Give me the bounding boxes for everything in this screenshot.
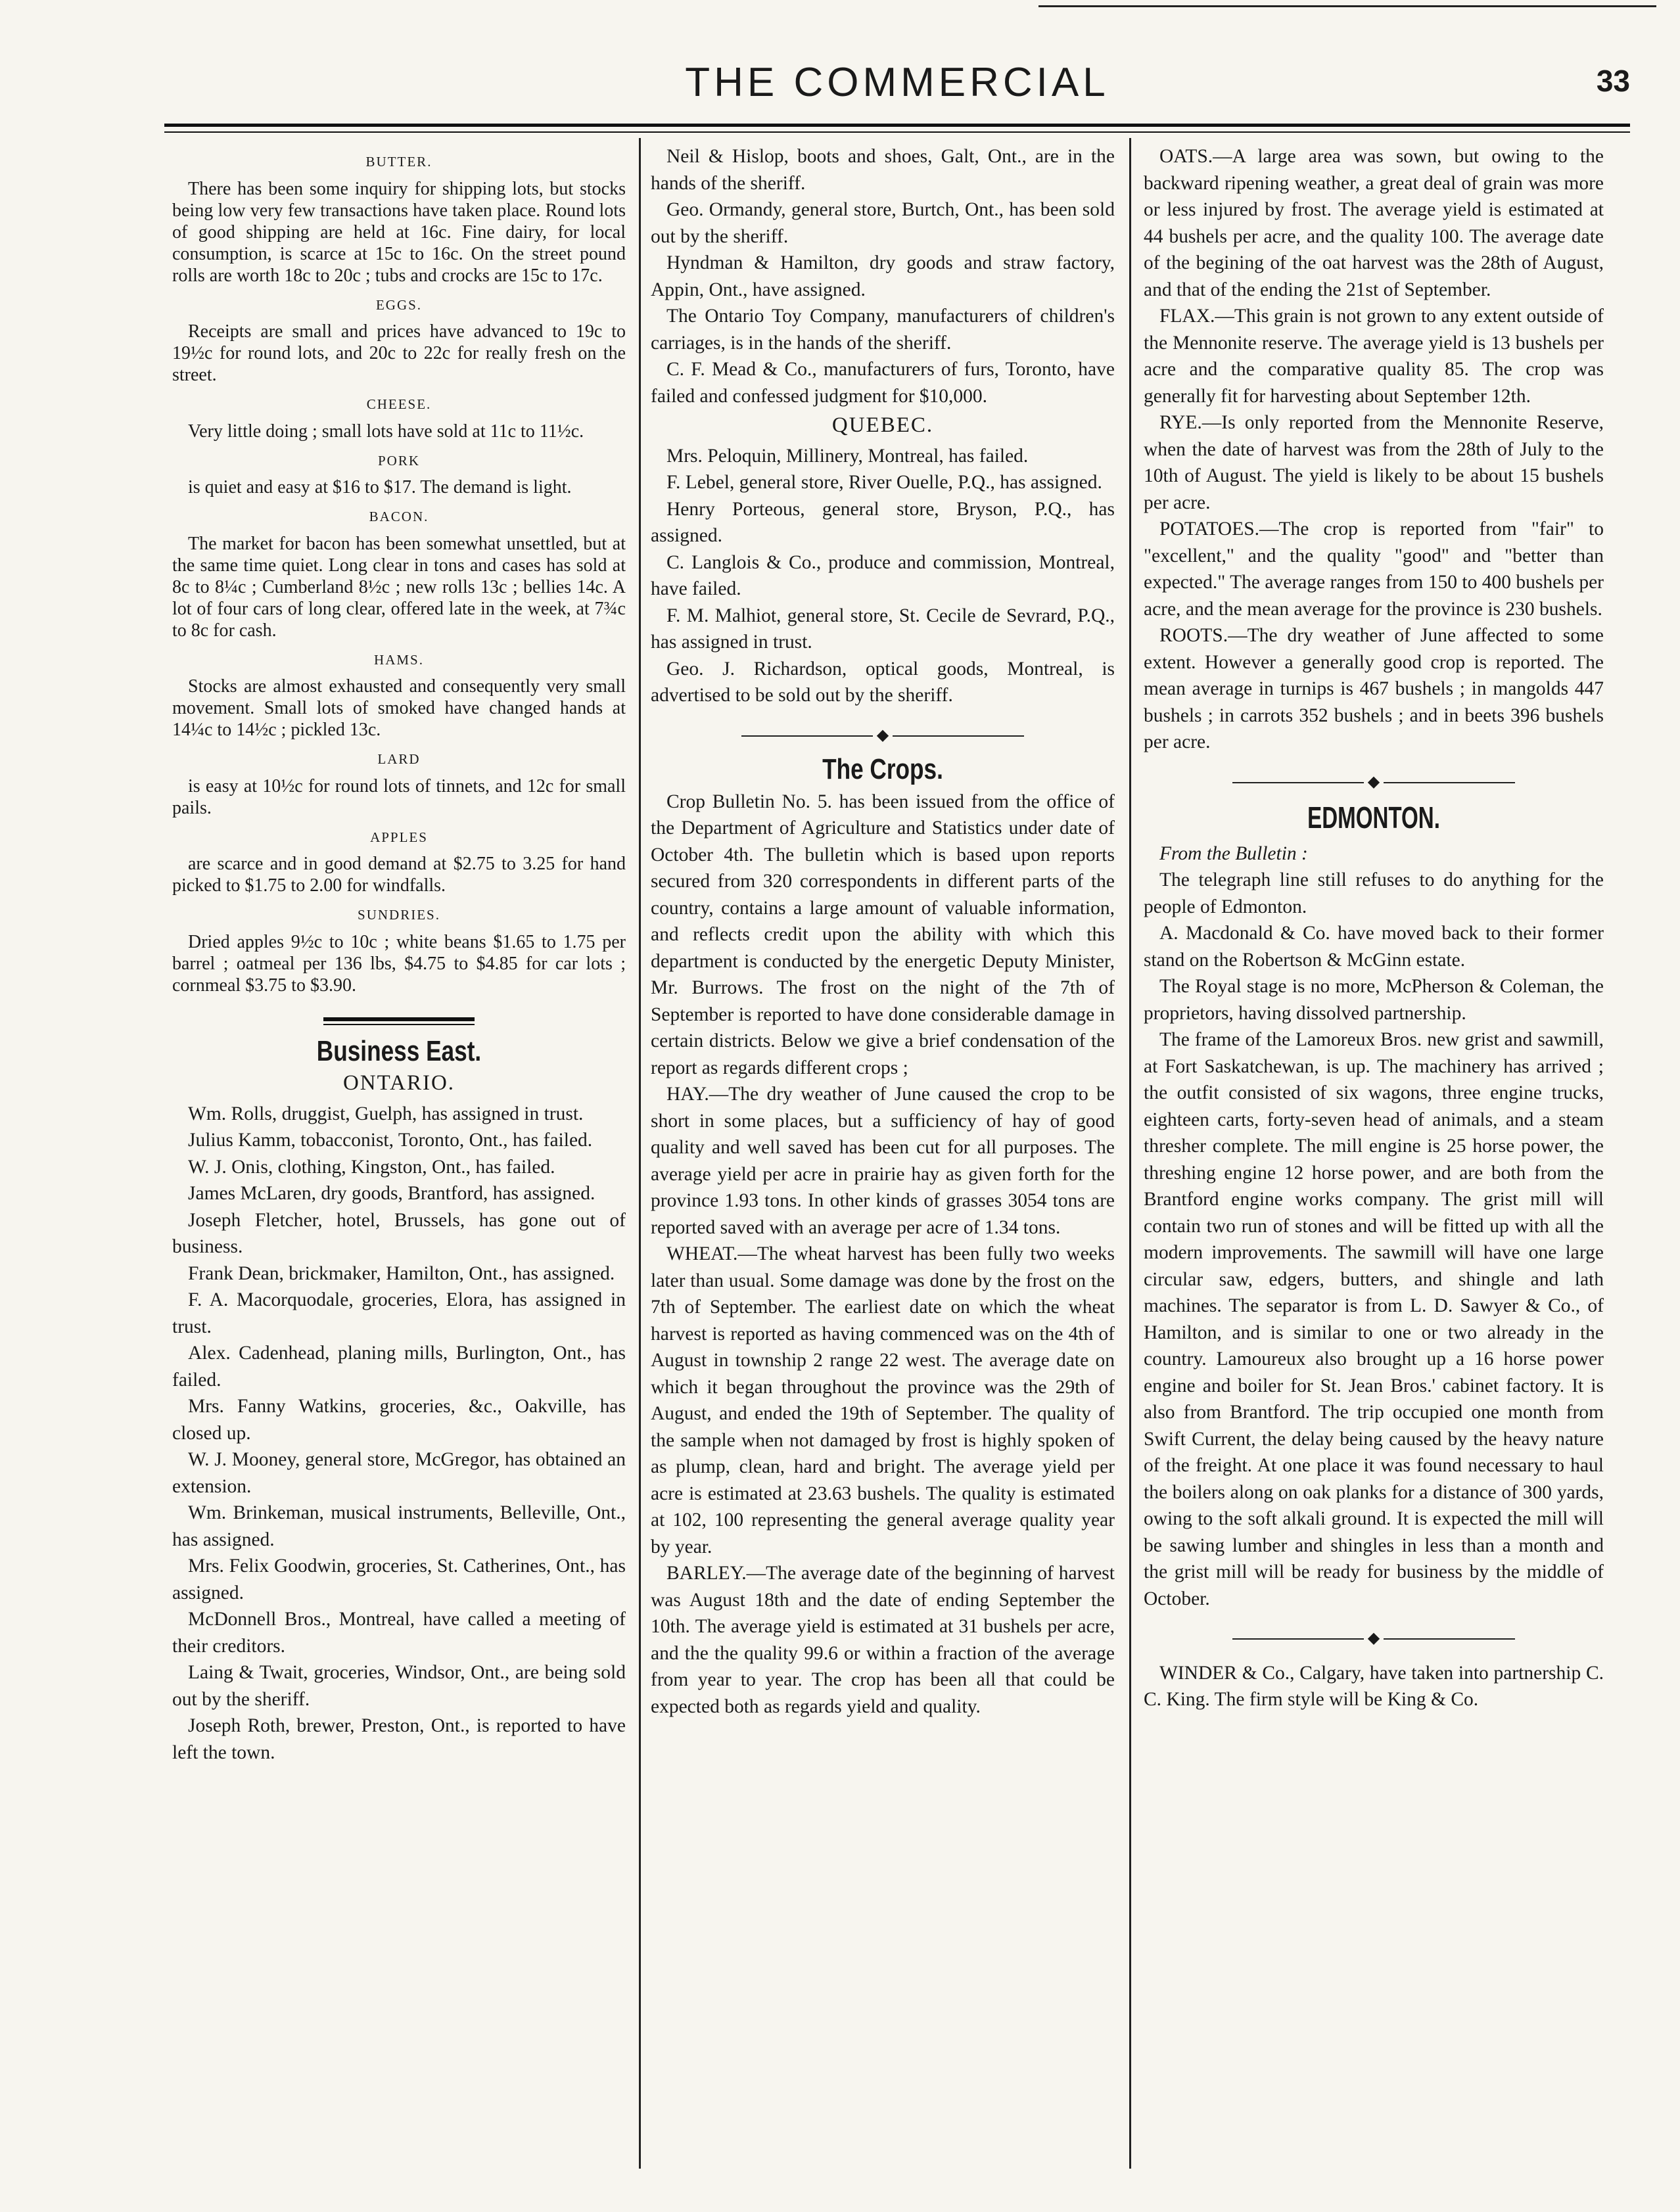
- list-item: Wm. Rolls, druggist, Guelph, has assigned in trust.: [188, 1103, 584, 1124]
- column-divider: [639, 138, 641, 2169]
- paragraph: ROOTS.—The dry weather of June affected to some extent. However a generally good crop is reported. The mean average in turnips is 467 bushels ; in mangolds 447 bushels ; in carrots 352 bushels ; and in beets 396 bushels per acre.: [1144, 625, 1604, 752]
- ornamental-divider: ◆: [1144, 769, 1604, 796]
- top-border-line: [1038, 5, 1656, 7]
- list-item: Neil & Hislop, boots and shoes, Galt, Ont., are in the hands of the sheriff.: [651, 146, 1115, 194]
- column-2: [651, 143, 1115, 1720]
- page-header: [164, 59, 1630, 125]
- region-heading: ONTARIO.: [342, 1071, 455, 1095]
- list-item: W. J. Onis, clothing, Kingston, Ont., has failed.: [188, 1156, 555, 1178]
- section-heading: BUTTER.: [365, 154, 432, 170]
- paragraph: POTATOES.—The crop is reported from "fair" to "excellent," and the quality "good" and "better than expected." The average ranges from 150 to 400 bushels per acre, and the mean average for the province is 230 bushels.: [1144, 518, 1604, 620]
- article-heading: Business East.: [316, 1034, 482, 1067]
- paragraph: Very little doing ; small lots have sold at 11c to 11½c.: [188, 421, 584, 442]
- list-item: Geo. Ormandy, general store, Burtch, Ont., has been sold out by the sheriff.: [651, 199, 1115, 247]
- section-heading: APPLES: [370, 829, 428, 845]
- list-item: McDonnell Bros., Montreal, have called a meeting of their creditors.: [172, 1609, 626, 1657]
- article-heading: EDMONTON.: [1307, 800, 1440, 835]
- double-rule-divider: [323, 1017, 475, 1025]
- section-heading: HAMS.: [374, 651, 424, 668]
- ornamental-divider: ◆: [651, 722, 1115, 749]
- list-item: Frank Dean, brickmaker, Hamilton, Ont., has assigned.: [188, 1262, 615, 1284]
- header-rule-thick: [164, 124, 1630, 127]
- paragraph: FLAX.—This grain is not grown to any extent outside of the Mennonite reserve. The average yield is 13 bushels per acre and the comparative quality 85. The crop was generally fit for harvesting about September 12th.: [1144, 306, 1604, 407]
- list-item: Hyndman & Hamilton, dry goods and straw factory, Appin, Ont., have assigned.: [651, 252, 1115, 300]
- paragraph: are scarce and in good demand at $2.75 to 3.25 for hand picked to $1.75 to 2.00 for windfalls.: [172, 854, 626, 896]
- list-item: Alex. Cadenhead, planing mills, Burlington, Ont., has failed.: [172, 1343, 626, 1391]
- paragraph: Receipts are small and prices have advanced to 19c to 19½c for round lots, and 20c to 22c for really fresh on the street.: [172, 321, 626, 385]
- list-item: Mrs. Fanny Watkins, groceries, &c., Oakville, has closed up.: [172, 1396, 626, 1444]
- list-item: Mrs. Felix Goodwin, groceries, St. Catherines, Ont., has assigned.: [172, 1555, 626, 1603]
- paragraph: Stocks are almost exhausted and consequently very small movement. Small lots of smoked have changed hands at 14¼c to 14½c ; pickled 13c.: [172, 676, 626, 740]
- paragraph: OATS.—A large area was sown, but owing to the backward ripening weather, a great deal of grain was more or less injured by frost. The average yield is estimated at 44 bushels per acre, and the quality 100. The average date of the begining of the oat harvest was the 28th of August, and that of the ending the 21st of September.: [1144, 146, 1604, 300]
- page-number: 33: [1596, 64, 1630, 98]
- list-item: C. Langlois & Co., produce and commission, Montreal, have failed.: [651, 551, 1115, 599]
- paragraph: WINDER & Co., Calgary, have taken into partnership C. C. King. The firm style will be King & Co.: [1144, 1662, 1604, 1710]
- section-heading: CHEESE.: [366, 396, 432, 412]
- list-item: Julius Kamm, tobacconist, Toronto, Ont., has failed.: [188, 1130, 593, 1151]
- list-item: Geo. J. Richardson, optical goods, Montreal, is advertised to be sold out by the sheriff.: [651, 658, 1115, 706]
- paragraph: BARLEY.—The average date of the beginning of harvest was August 18th and the date of ending September the 10th. The average yield is estimated at 31 bushels per acre, and the the quality 99.6 or within a fraction of the average from year to year. The crop has been all that could be expected both as regards yield and quality.: [651, 1563, 1115, 1717]
- paragraph: HAY.—The dry weather of June caused the crop to be short in some places, but a sufficiency of hay of good quality and well saved has been cut for all purposes. The average yield per acre in prairie hay as given forth for the province 1.93 tons. In other kinds of grasses 3054 tons are reported saved with an average per acre of 1.34 tons.: [651, 1084, 1115, 1238]
- list-item: Mrs. Peloquin, Millinery, Montreal, has failed.: [666, 445, 1029, 467]
- paragraph: The market for bacon has been somewhat unsettled, but at the same time quiet. Long clear in tons and cases has sold at 8c to 8¼c ; Cumberland 8½c ; new rolls 13c ; bellies 14c. A lot of four cars of long clear, offered late in the week, at 7¾c to 8c for cash.: [172, 533, 626, 641]
- masthead-title: THE COMMERCIAL: [685, 60, 1109, 105]
- paragraph: The telegraph line still refuses to do anything for the people of Edmonton.: [1144, 869, 1604, 917]
- region-heading: QUEBEC.: [831, 413, 934, 437]
- paragraph: is easy at 10½c for round lots of tinnets, and 12c for small pails.: [172, 775, 626, 818]
- paragraph: is quiet and easy at $16 to $17. The demand is light.: [188, 477, 572, 497]
- list-item: Henry Porteous, general store, Bryson, P.Q., has assigned.: [651, 498, 1115, 546]
- paragraph: There has been some inquiry for shipping lots, but stocks being low very few transactions have taken place. Round lots of good shipping are held at 16c. Fine dairy, for local consumption, is scarce at 15c to 16c. On the street pound rolls are worth 18c to 20c ; tubs and crocks are 15c to 17c.: [172, 178, 626, 286]
- section-heading: SUNDRIES.: [358, 907, 440, 923]
- ornamental-divider: ◆: [1144, 1625, 1604, 1652]
- section-heading: BACON.: [369, 509, 429, 524]
- column-divider: [1129, 138, 1131, 2169]
- paragraph: Dried apples 9½c to 10c ; white beans $1.65 to 1.75 per barrel ; oatmeal per 136 lbs, $4.75 to $4.85 for car lots ; cornmeal $3.75 to $3.90.: [172, 931, 626, 996]
- paragraph: The frame of the Lamoreux Bros. new grist and sawmill, at Fort Saskatchewan, is up. The machinery has arrived ; the outfit consisted of six wagons, three engine trucks, eighteen carts, forty-seven head of animals, and a steam thresher complete. The mill engine is 25 horse power, the threshing engine 12 horse power, and are both from the Brantford engine works company. The grist mill will contain two run of stones and will be fitted up with all the modern improvements. The sawmill will have one large circular saw, edgers, butters, and shingle and lath machines. The separator is from L. D. Sawyer & Co., of Hamilton, and is similar to one or two already in the country. Lamoureux also brought up a 16 horse power engine and boiler for St. Jean Bros.' cabinet factory. It is also from Brantford. The trip occupied one month from Swift Current, the delay being caused by the heavy nature of the freight. At one place it was found necessary to haul the boilers along on oak planks for a distance of 300 yards, owing to the soft alkali ground. It is expected the mill will be sawing lumber and shingles in less than a month and the grist mill will be ready for business by the middle of October.: [1144, 1029, 1604, 1609]
- paragraph: Crop Bulletin No. 5. has been issued from the office of the Department of Agriculture and Statistics under date of October 4th. The bulletin which is based upon reports secured from 320 correspondents in different parts of the country, contains a large amount of valuable information, and reflects credit upon the ability with which this department is conducted by the energetic Deputy Minister, Mr. Burrows. The frost on the night of the 7th of September is reported to have done considerable damage in certain districts. Below we give a brief condensation of the report as regards different crops ;: [651, 791, 1115, 1078]
- list-item: F. M. Malhiot, general store, St. Cecile de Sevrard, P.Q., has assigned in trust.: [651, 605, 1115, 653]
- list-item: F. A. Macorquodale, groceries, Elora, has assigned in trust.: [172, 1289, 626, 1337]
- paragraph: A. Macdonald & Co. have moved back to their former stand on the Robertson & McGinn estate.: [1144, 923, 1604, 971]
- list-item: F. Lebel, general store, River Ouelle, P.Q., has assigned.: [666, 472, 1102, 493]
- column-3: [1144, 143, 1604, 1713]
- article-heading: The Crops.: [822, 753, 943, 785]
- list-item: The Ontario Toy Company, manufacturers of children's carriages, is in the hands of the sheriff.: [651, 306, 1115, 354]
- list-item: Joseph Fletcher, hotel, Brussels, has gone out of business.: [172, 1209, 626, 1257]
- list-item: Laing & Twait, groceries, Windsor, Ont., are being sold out by the sheriff.: [172, 1662, 626, 1710]
- header-rule-thin: [164, 131, 1630, 133]
- section-heading: LARD: [377, 751, 421, 767]
- list-item: James McLaren, dry goods, Brantford, has assigned.: [188, 1183, 595, 1204]
- list-item: C. F. Mead & Co., manufacturers of furs, Toronto, have failed and confessed judgment for $10,000.: [651, 359, 1115, 407]
- section-heading: PORK: [377, 452, 421, 469]
- paragraph: WHEAT.—The wheat harvest has been fully two weeks later than usual. Some damage was done by the frost on the 7th of September. The earliest date on which the wheat harvest is reported as having commenced was on the 4th of August in township 2 range 22 west. The average date on which it began throughout the province was the 29th of August, and ended the 19th of September. The quality of the sample when not damaged by frost is highly spoken of as plump, clean, hard and bright. The average yield per acre is estimated at 23.63 bushels. The quality is estimated at 102, 100 representing the general average quality year by year.: [651, 1243, 1115, 1557]
- list-item: Wm. Brinkeman, musical instruments, Belleville, Ont., has assigned.: [172, 1502, 626, 1550]
- market-reports: [172, 149, 626, 996]
- list-item: W. J. Mooney, general store, McGregor, has obtained an extension.: [172, 1449, 626, 1497]
- list-item: Joseph Roth, brewer, Preston, Ont., is reported to have left the town.: [172, 1715, 626, 1763]
- section-heading: EGGS.: [375, 296, 423, 313]
- paragraph: RYE.—Is only reported from the Mennonite Reserve, when the date of harvest was from the 28th of July to the 10th of August. The yield is likely to be about 15 bushels per acre.: [1144, 412, 1604, 513]
- byline: From the Bulletin :: [1159, 842, 1308, 864]
- paragraph: The Royal stage is no more, McPherson & Coleman, the proprietors, having dissolved partnership.: [1144, 976, 1604, 1024]
- column-1: [172, 143, 626, 1766]
